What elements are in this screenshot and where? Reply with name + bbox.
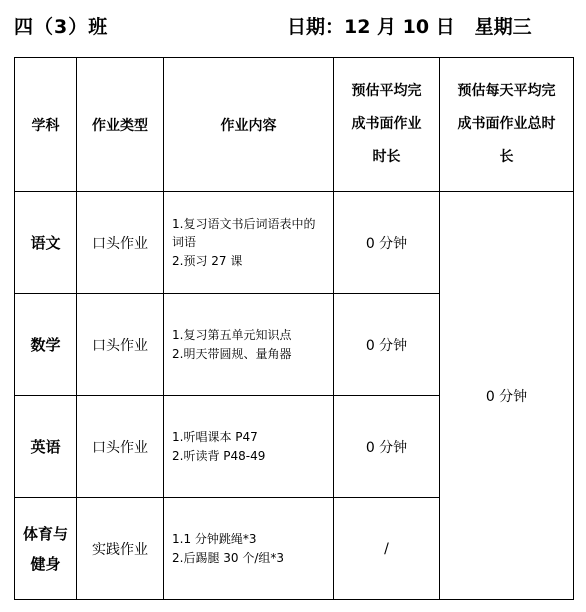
type-cell: 口头作业 bbox=[77, 396, 164, 498]
subject-line: 体育与 bbox=[22, 524, 68, 543]
date-line: 日期：12 月 10 日 星期三 bbox=[287, 16, 532, 38]
content-cell bbox=[164, 498, 334, 600]
content-cell bbox=[164, 294, 334, 396]
subject-cell bbox=[15, 498, 77, 600]
subject-cell: 英语 bbox=[15, 396, 77, 498]
subject-line: 健身 bbox=[30, 554, 61, 573]
subject-cell: 语文 bbox=[15, 192, 77, 294]
content-cell bbox=[164, 396, 334, 498]
column-header-avg-time-line: 预估平均完 bbox=[351, 83, 422, 100]
table-header-row bbox=[15, 58, 574, 192]
column-header-total-time-line: 长 bbox=[499, 148, 514, 165]
column-header-subject: 学科 bbox=[15, 58, 77, 192]
time-cell: 0 分钟 bbox=[334, 192, 440, 294]
type-cell: 实践作业 bbox=[77, 498, 164, 600]
content-line: 1.听唱课本 P47 bbox=[172, 429, 258, 444]
type-cell: 口头作业 bbox=[77, 192, 164, 294]
column-header-total-time-line: 预估每天平均完 bbox=[457, 83, 556, 100]
time-cell: 0 分钟 bbox=[334, 396, 440, 498]
column-header-avg-time-line: 时长 bbox=[372, 148, 401, 165]
content-line: 1.复习语文书后词语表中的词语 bbox=[172, 216, 316, 250]
time-cell: / bbox=[334, 498, 440, 600]
subject-cell: 数学 bbox=[15, 294, 77, 396]
content-line: 2.预习 27 课 bbox=[172, 253, 243, 268]
type-cell: 口头作业 bbox=[77, 294, 164, 396]
column-header-type: 作业类型 bbox=[77, 58, 164, 192]
column-header-total-time bbox=[440, 58, 574, 192]
content-cell bbox=[164, 192, 334, 294]
column-header-total-time-line: 成书面作业总时 bbox=[457, 116, 556, 133]
homework-table bbox=[14, 57, 574, 600]
column-header-avg-time bbox=[334, 58, 440, 192]
content-line: 1.1 分钟跳绳*3 bbox=[172, 531, 257, 546]
column-header-content: 作业内容 bbox=[164, 58, 334, 192]
class-name: 四（3）班 bbox=[14, 16, 109, 38]
total-time-cell: 0 分钟 bbox=[440, 192, 574, 600]
content-line: 2.听读背 P48-49 bbox=[172, 448, 266, 463]
content-line: 2.后踢腿 30 个/组*3 bbox=[172, 550, 285, 565]
time-cell: 0 分钟 bbox=[334, 294, 440, 396]
page-header bbox=[0, 12, 586, 40]
content-line: 2.明天带圆规、量角器 bbox=[172, 346, 292, 361]
content-line: 1.复习第五单元知识点 bbox=[172, 327, 292, 342]
column-header-avg-time-line: 成书面作业 bbox=[351, 116, 422, 133]
table-row bbox=[15, 192, 574, 294]
